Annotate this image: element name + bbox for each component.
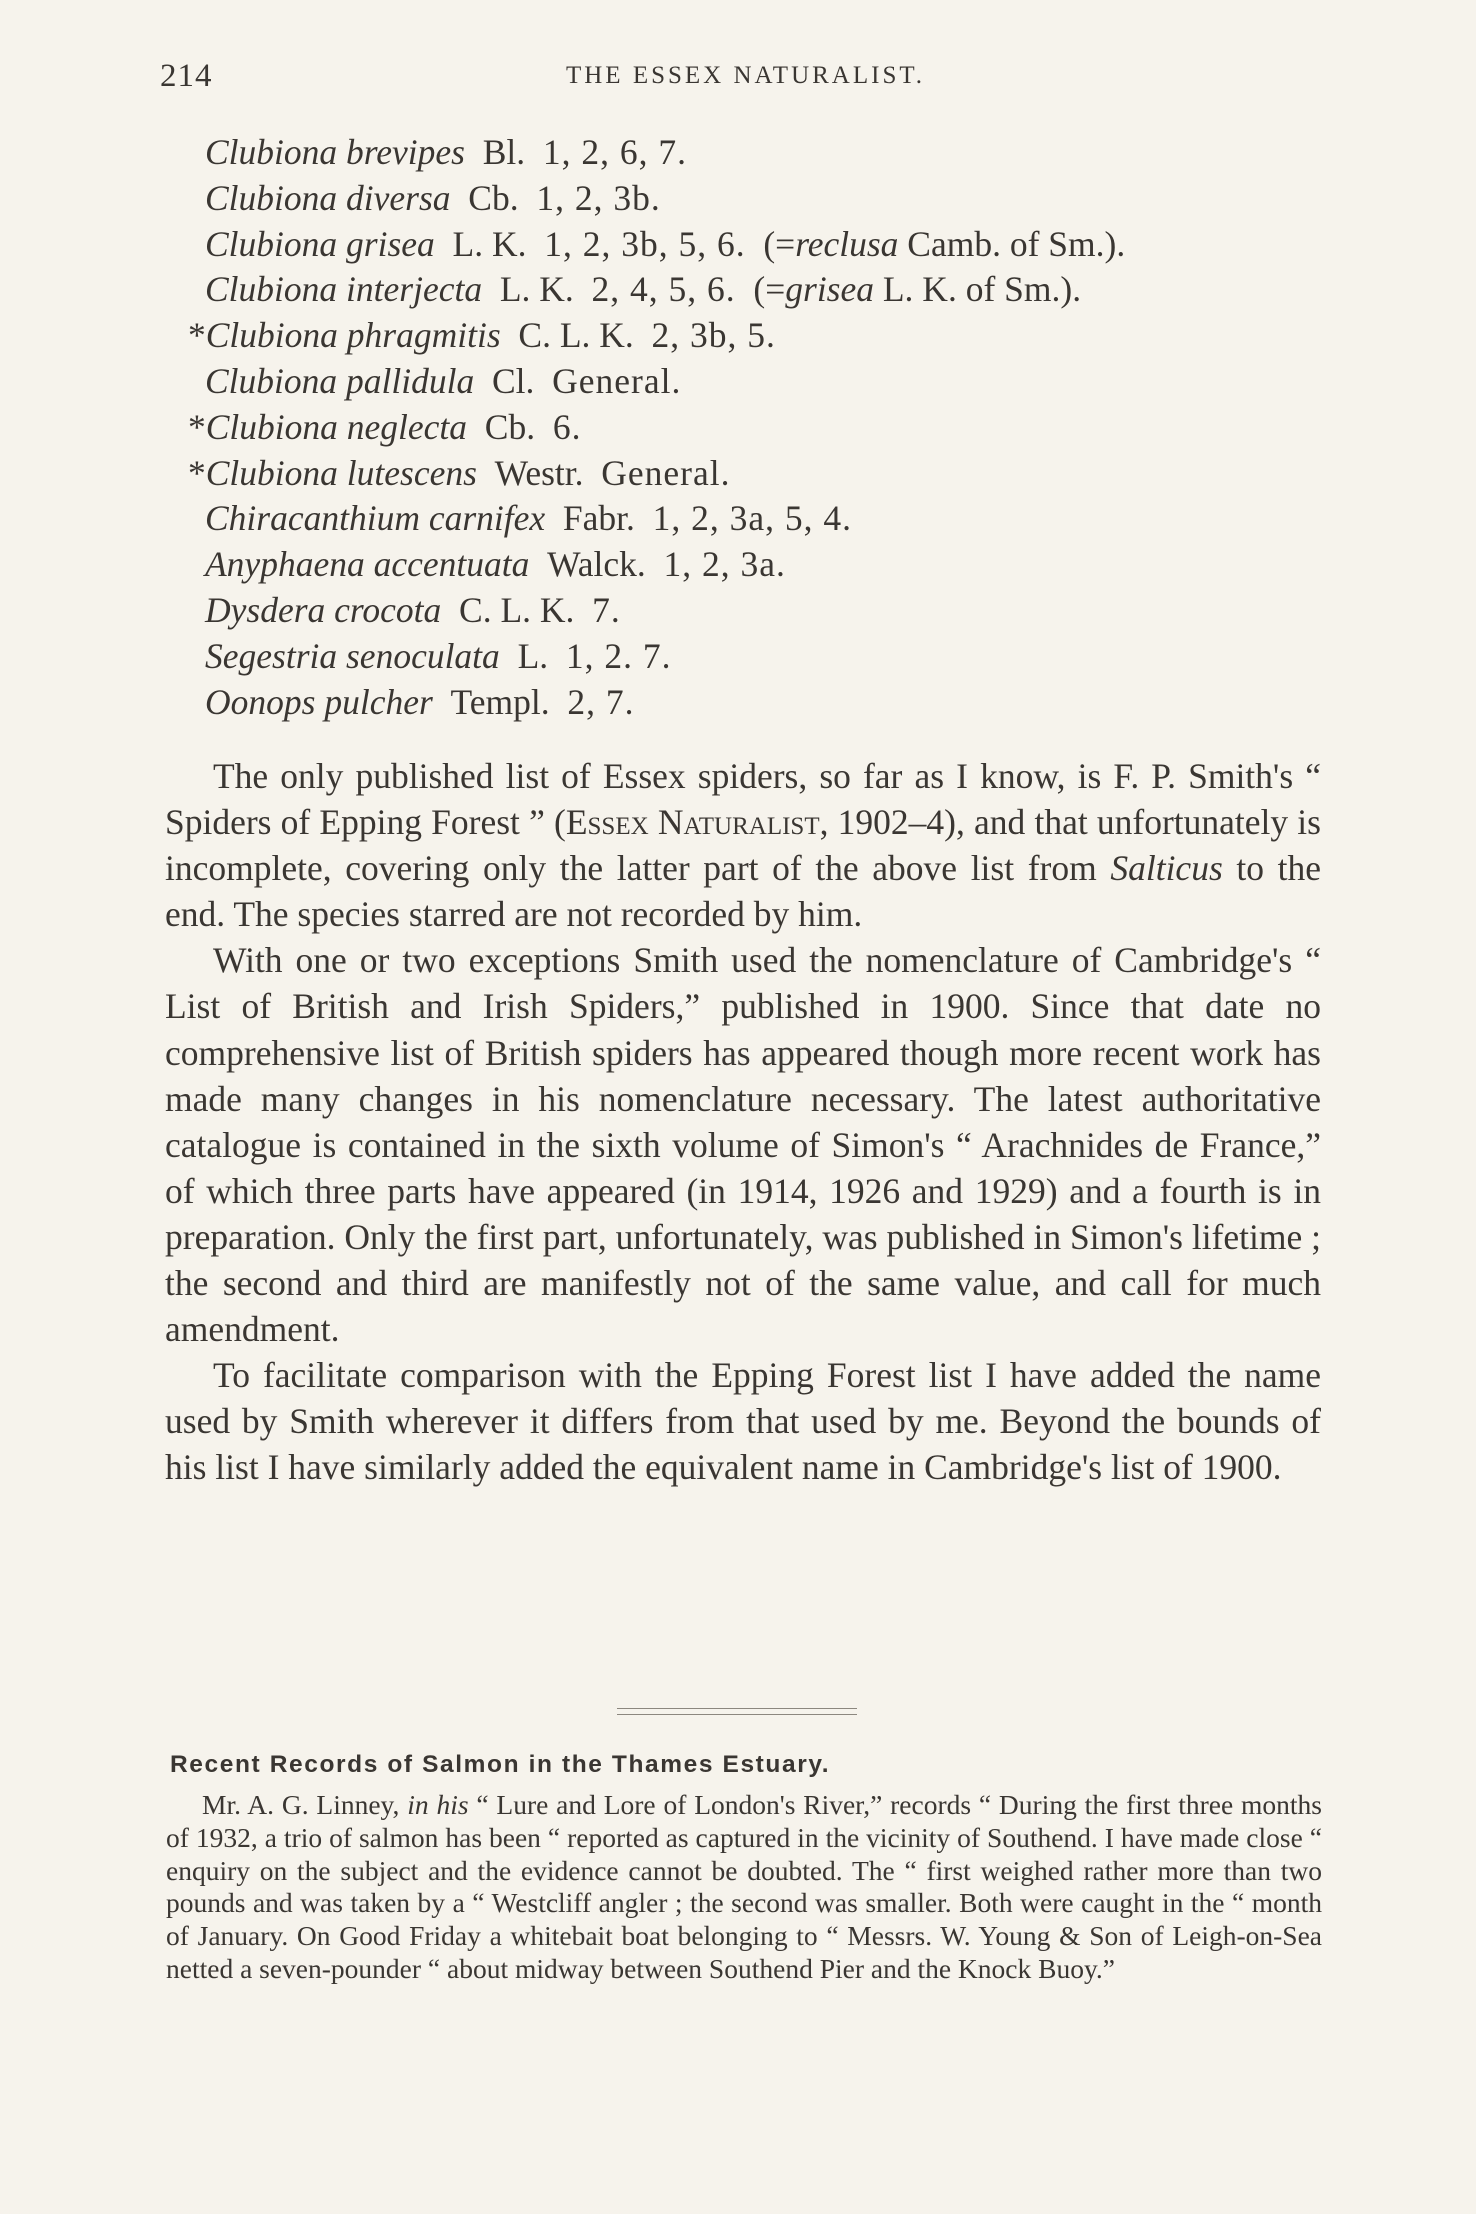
paragraph-nomenclature: With one or two exceptions Smith used the nomenclature of Cambridge's “ List of British and Irish Spiders,” published in 1900. Since that date no comprehensive list of British spiders has appeared though more recent work has made many changes in his nomenclature necessary. The latest authoritative catalogue is contained in the sixth volume of Simon's “ Arachnides de France,” of which three parts have appeared (in 1914, 1926 and 1929) and a fourth is in preparation. Only the first part, unfortunately, was published in Simon's lifetime ; the second and third are manifestly not of the same value, and call for much amendment.	[165, 940, 1321, 1350]
species-refs: General.	[552, 360, 682, 401]
species-star: *	[188, 452, 206, 493]
species-authority: Cb.	[468, 177, 519, 218]
species-entry	[205, 267, 1355, 313]
body-text	[165, 753, 1321, 1491]
species-entry	[205, 359, 1355, 405]
note-text	[166, 1789, 1322, 1986]
section-divider	[617, 1708, 857, 1715]
species-refs: 1, 2, 3a, 5, 4.	[652, 498, 853, 539]
species-name: Clubiona phragmitis	[205, 315, 501, 356]
species-entry	[205, 496, 1355, 542]
species-authority: Cl.	[491, 360, 535, 401]
species-list	[188, 130, 1355, 725]
page-header	[160, 58, 1331, 108]
species-refs: 2, 7.	[567, 681, 635, 722]
species-entry	[205, 542, 1355, 588]
species-refs: 1, 2, 6, 7.	[542, 132, 688, 172]
species-note-prefix: (=	[753, 269, 786, 310]
paragraph-smith-list	[165, 753, 1321, 937]
species-refs: General.	[601, 452, 731, 493]
species-authority: Bl.	[482, 132, 526, 172]
species-authority: Westr.	[494, 452, 584, 493]
paragraph-text: The only published list of Essex spiders, so far as I know, is F. P. Smith's “ Spiders of Epping Forest ” (	[165, 756, 1321, 843]
species-authority: C. L. K.	[518, 315, 634, 356]
running-title: THE ESSEX NATURALIST.	[565, 62, 926, 89]
species-refs: 1, 2. 7.	[565, 635, 672, 676]
species-entry	[205, 680, 1355, 726]
journal-name: Essex Naturalist	[565, 802, 820, 843]
species-refs: 1, 2, 3b, 5, 6.	[544, 223, 746, 264]
species-authority: Templ.	[450, 681, 550, 722]
paragraph-comparison: To facilitate comparison with the Epping Forest list I have added the name used by Smith wherever it differs from that used by me. Beyond the bounds of his list I have similarly added the equivalent name in Cambridge's list of 1900.	[165, 1355, 1321, 1488]
species-entry	[188, 451, 1355, 497]
species-refs: 1, 2, 3a.	[663, 544, 786, 585]
species-name: Clubiona grisea	[205, 223, 435, 264]
species-entry	[205, 634, 1355, 680]
species-entry	[205, 222, 1355, 268]
species-refs: 7.	[592, 589, 621, 630]
species-entry	[205, 176, 1355, 222]
species-authority: Walck.	[547, 544, 646, 585]
species-note-suffix: L. K. of Sm.).	[874, 269, 1082, 310]
species-name: Clubiona neglecta	[205, 406, 468, 447]
species-name: Anyphaena accentuata	[205, 544, 530, 585]
paragraph-text: to the end. The species starred are not recorded by him.	[165, 848, 1321, 935]
species-authority: L. K.	[452, 223, 527, 264]
species-star: *	[188, 315, 206, 356]
note-intro-italic: in his	[407, 1789, 469, 1820]
note-heading: Recent Records of Salmon in the Thames Estuary.	[170, 1751, 831, 1778]
species-note-suffix: Camb. of Sm.).	[898, 223, 1126, 264]
species-name: Clubiona brevipes	[205, 132, 465, 172]
species-note-prefix: (=	[763, 223, 796, 264]
species-name: Clubiona pallidula	[205, 360, 475, 401]
species-entry	[188, 405, 1355, 451]
species-note-name: reclusa	[795, 223, 899, 264]
species-authority: L. K.	[499, 269, 574, 310]
species-authority: C. L. K.	[459, 589, 575, 630]
species-authority: Cb.	[484, 406, 536, 447]
species-note-name: grisea	[785, 269, 874, 310]
species-name: Clubiona diversa	[205, 177, 451, 218]
species-name: Chiracanthium carnifex	[205, 498, 546, 539]
species-authority: Fabr.	[562, 498, 635, 539]
species-refs: 2, 3b, 5.	[651, 315, 776, 356]
species-name: Clubiona interjecta	[205, 269, 483, 310]
species-entry	[205, 588, 1355, 634]
note-body: “ Lure and Lore of London's River,” records “ During the first three months of 1932, a trio of salmon has been “ reported as captured in the vicinity of Southend. I have made close “ enquiry on the subject and the evidence cannot be doubted. The “ first weighed rather more than two pounds and was taken by a “ Westcliff angler ; the second was smaller. Both were caught in the “ month of January. On Good Friday a whitebait boat belonging to “ Messrs. W. Young & Son of Leigh-on-Sea netted a seven-pounder “ about midway between Southend Pier and the Knock Buoy.”	[166, 1789, 1323, 1984]
species-refs: 2, 4, 5, 6.	[591, 269, 736, 310]
species-authority: L.	[517, 635, 549, 676]
species-refs: 1, 2, 3b.	[536, 177, 661, 218]
paragraph-text: , 1902–4), and that unfortunately is incomplete, covering only the latter part of the above list from	[165, 802, 1321, 889]
note-intro: Mr. A. G. Linney,	[202, 1789, 408, 1820]
page-number: 214	[160, 58, 213, 94]
species-refs: 6.	[552, 406, 582, 447]
species-name: Dysdera crocota	[205, 589, 442, 630]
species-entry	[188, 313, 1355, 359]
species-star: *	[188, 406, 206, 447]
genus-name: Salticus	[1110, 848, 1223, 889]
species-name: Segestria senoculata	[205, 635, 500, 676]
species-name: Clubiona lutescens	[205, 452, 477, 493]
species-name: Oonops pulcher	[205, 681, 433, 722]
species-entry	[205, 130, 1355, 176]
